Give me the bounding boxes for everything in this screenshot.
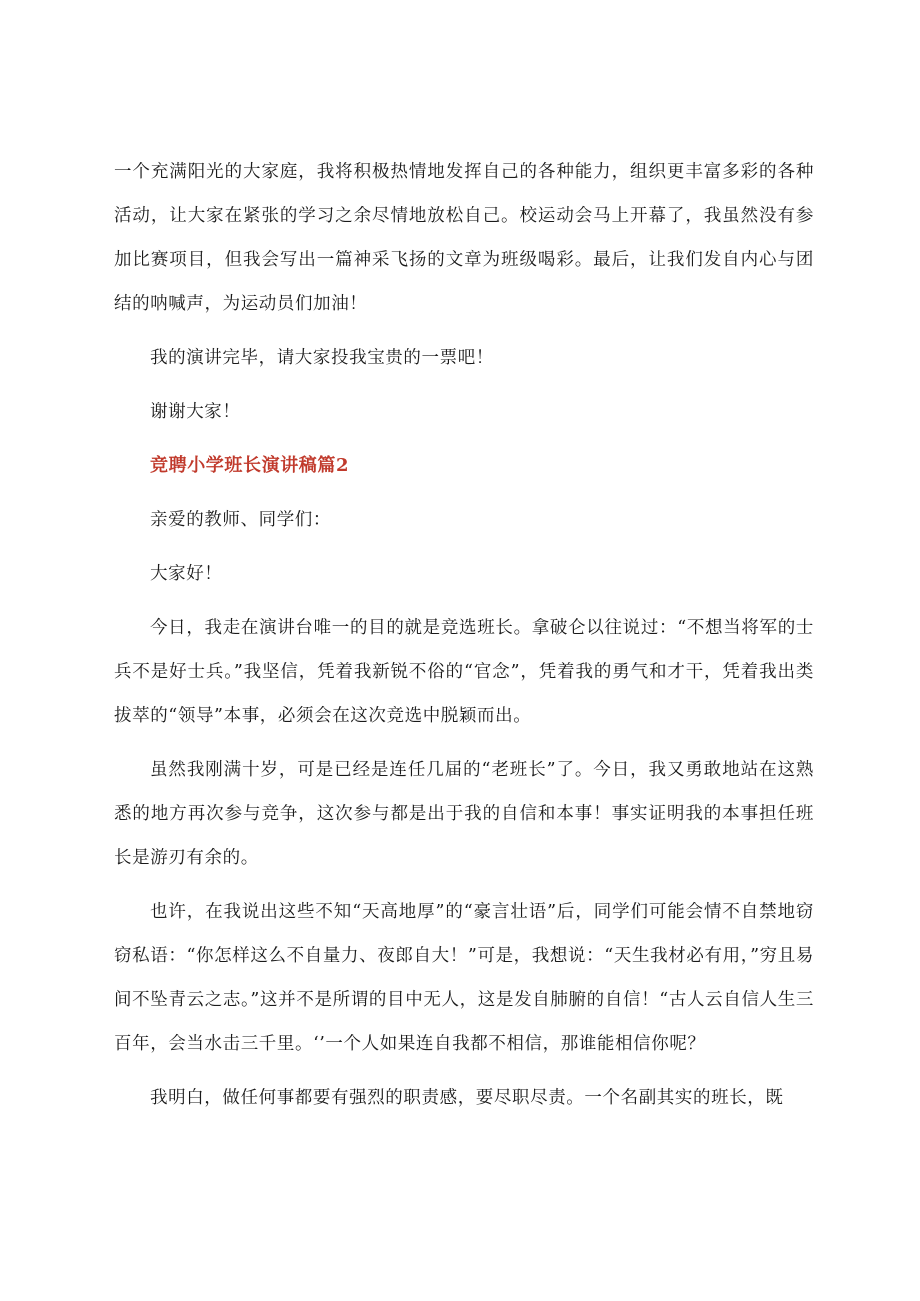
paragraph-body-1: 今日，我走在演讲台唯一的目的就是竞选班长。拿破仑以往说过：“不想当将军的士兵不是好士兵。”我坚信，凭着我新锐不俗的“官念”，凭着我的勇气和才干，凭着我出类拔萃的“领导”本事，必须会在这次竞选中脱颖而出。 — [114, 618, 814, 726]
paragraph-thanks: 谢谢大家！ — [150, 402, 241, 422]
paragraph-closing: 我的演讲完毕，请大家投我宝贵的一票吧！ — [150, 348, 494, 368]
paragraph-body-3: 也许，在我说出这些不知“天高地厚”的“豪言壮语”后，同学们可能会情不自禁地窃窃私语：“你怎样这么不自量力、夜郎自大！”可是，我想说：“天生我材必有用，”穷且易间不坠青云之志。”这并不是所谓的目中无人，这是发自肺腑的自信！“古人云自信人生三百年，会当水击三千里。‘’一个人如果连自我都不相信，那谁能相信你呢？ — [114, 902, 814, 1054]
document-page — [114, 150, 814, 1120]
paragraph-continuation: 一个充满阳光的大家庭，我将积极热情地发挥自己的各种能力，组织更丰富多彩的各种活动，让大家在紧张的学习之余尽情地放松自己。校运动会马上开幕了，我虽然没有参加比赛项目，但我会写出一篇神采飞扬的文章为班级喝彩。最后，让我们发自内心与团结的呐喊声，为运动员们加油！ — [114, 162, 814, 314]
section-heading: 竞聘小学班长演讲稿篇2 — [150, 455, 350, 476]
paragraph-body-2: 虽然我刚满十岁，可是已经是连任几届的“老班长”了。今日，我又勇敢地站在这熟悉的地方再次参与竞争，这次参与都是出于我的自信和本事！事实证明我的本事担任班长是游刃有余的。 — [114, 760, 814, 868]
paragraph-salutation: 亲爱的教师、同学们： — [150, 510, 331, 530]
paragraph-body-4: 我明白，做任何事都要有强烈的职责感，要尽职尽责。一个名副其实的班长，既 — [150, 1088, 784, 1108]
paragraph-greeting: 大家好！ — [150, 564, 223, 584]
